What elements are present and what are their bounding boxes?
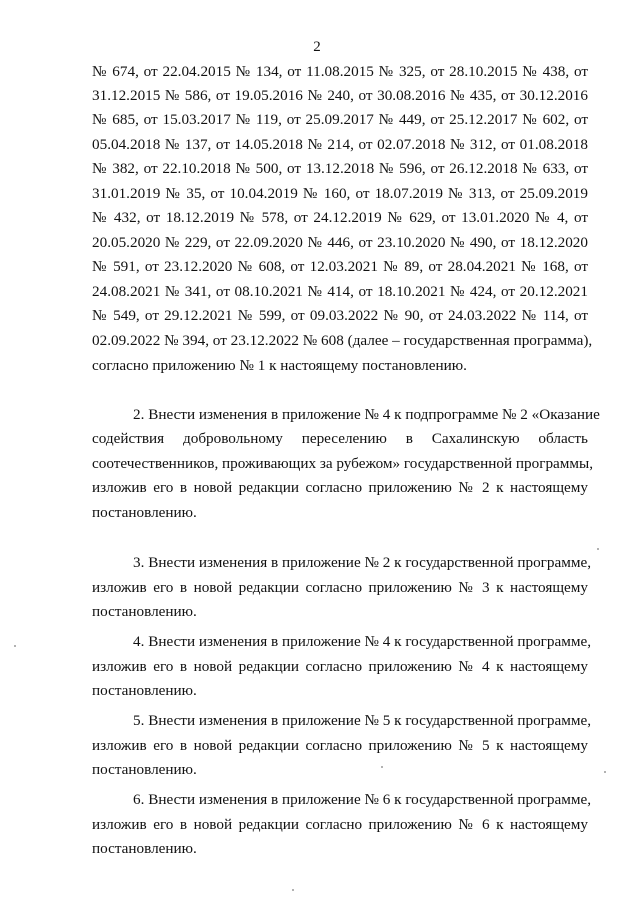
- text-line: изложив его в новой редакции согласно приложению № 2 к настоящему: [92, 479, 588, 496]
- text-line: 02.09.2022 № 394, от 23.12.2022 № 608 (далее – государственная программа),: [92, 332, 593, 349]
- paragraph-4-first-line: 4. Внести изменения в приложение № 4 к государственной программе,: [133, 633, 592, 650]
- text-line: № 549, от 29.12.2021 № 599, от 09.03.2022 № 90, от 24.03.2022 № 114, от: [92, 307, 588, 324]
- scan-speck: [292, 889, 294, 891]
- text-line: изложив его в новой редакции согласно приложению № 5 к настоящему: [92, 737, 588, 754]
- page-number: 2: [313, 39, 321, 55]
- text-line: содействия добровольному переселению в Сахалинскую область: [92, 430, 588, 447]
- text-line: постановлению.: [92, 603, 197, 620]
- paragraph-6-first-line: 6. Внести изменения в приложение № 6 к государственной программе,: [133, 791, 592, 808]
- text-line: 05.04.2018 № 137, от 14.05.2018 № 214, от 02.07.2018 № 312, от 01.08.2018: [92, 136, 588, 153]
- scan-speck: [14, 645, 16, 647]
- scan-speck: [381, 766, 383, 768]
- text-line: изложив его в новой редакции согласно приложению № 3 к настоящему: [92, 579, 588, 596]
- paragraph-2-first-line: 2. Внести изменения в приложение № 4 к подпрограмме № 2 «Оказание: [133, 406, 600, 423]
- scan-speck: [604, 771, 606, 773]
- text-line: изложив его в новой редакции согласно приложению № 4 к настоящему: [92, 658, 588, 675]
- text-line: изложив его в новой редакции согласно приложению № 6 к настоящему: [92, 816, 588, 833]
- text-line: соотечественников, проживающих за рубежом» государственной программы,: [92, 455, 594, 472]
- text-line: постановлению.: [92, 761, 197, 778]
- paragraph-3-first-line: 3. Внести изменения в приложение № 2 к государственной программе,: [133, 554, 592, 571]
- text-line: 20.05.2020 № 229, от 22.09.2020 № 446, от 23.10.2020 № 490, от 18.12.2020: [92, 234, 588, 251]
- text-line: постановлению.: [92, 682, 197, 699]
- scan-speck: [597, 548, 599, 550]
- text-line: № 674, от 22.04.2015 № 134, от 11.08.2015 № 325, от 28.10.2015 № 438, от: [92, 63, 588, 80]
- text-line: 31.12.2015 № 586, от 19.05.2016 № 240, от 30.08.2016 № 435, от 30.12.2016: [92, 87, 588, 104]
- paragraph-5-first-line: 5. Внести изменения в приложение № 5 к государственной программе,: [133, 712, 592, 729]
- text-line: 31.01.2019 № 35, от 10.04.2019 № 160, от 18.07.2019 № 313, от 25.09.2019: [92, 185, 588, 202]
- text-line: 24.08.2021 № 341, от 08.10.2021 № 414, от 18.10.2021 № 424, от 20.12.2021: [92, 283, 588, 300]
- text-line: № 382, от 22.10.2018 № 500, от 13.12.2018 № 596, от 26.12.2018 № 633, от: [92, 160, 588, 177]
- text-line: согласно приложению № 1 к настоящему постановлению.: [92, 357, 467, 374]
- text-line: постановлению.: [92, 504, 197, 521]
- text-line: № 591, от 23.12.2020 № 608, от 12.03.2021 № 89, от 28.04.2021 № 168, от: [92, 258, 588, 275]
- text-line: постановлению.: [92, 840, 197, 857]
- text-line: № 685, от 15.03.2017 № 119, от 25.09.2017 № 449, от 25.12.2017 № 602, от: [92, 111, 588, 128]
- text-line: № 432, от 18.12.2019 № 578, от 24.12.2019 № 629, от 13.01.2020 № 4, от: [92, 209, 588, 226]
